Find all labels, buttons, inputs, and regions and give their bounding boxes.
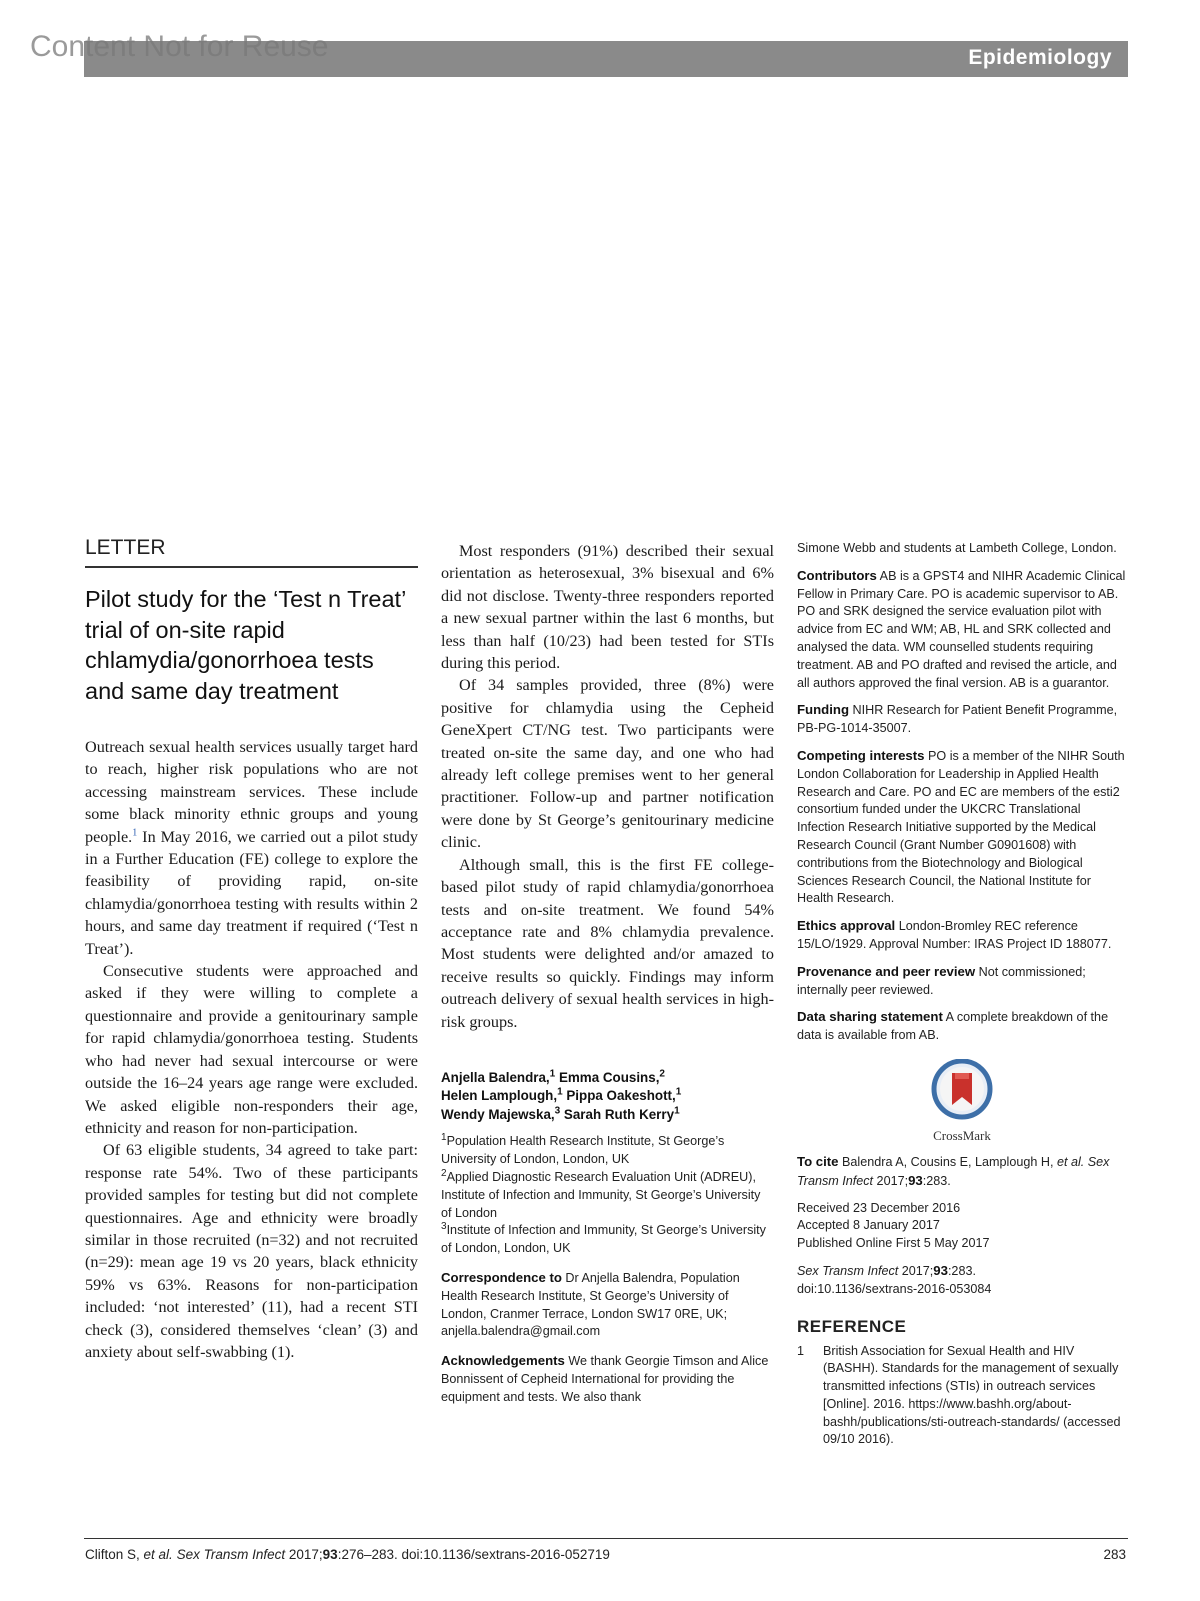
footer-year: 2017; <box>285 1547 323 1562</box>
crossmark-icon <box>929 1059 995 1123</box>
accepted-date: Accepted 8 January 2017 <box>797 1218 940 1233</box>
article-type: LETTER <box>85 536 166 559</box>
author-name: Helen Lamplough, <box>441 1088 558 1104</box>
ethics-approval <box>797 917 1127 954</box>
footer-journal: Sex Transm Infect <box>172 1547 286 1562</box>
correspondence-label: Correspondence to <box>441 1270 562 1286</box>
affiliation-text: Population Health Research Institute, St George’s University of London, London, UK <box>441 1134 725 1167</box>
citation-year: 2017; <box>898 1263 934 1278</box>
footer-authors: Clifton S, <box>85 1547 144 1562</box>
acknowledgements-continued: Simone Webb and students at Lambeth College, London. <box>797 541 1117 555</box>
affiliation <box>441 1133 774 1169</box>
acknowledgements <box>441 1352 774 1406</box>
citation-line <box>797 1262 1127 1281</box>
affiliation <box>441 1222 774 1258</box>
reference-link[interactable]: 1 <box>132 827 138 839</box>
affiliation-number: 3 <box>441 1221 447 1233</box>
paragraph: Consecutive students were approached and asked if they were willing to complete a questionnaire and provide a genitourinary sample for rapid chlamydia/gonorrhoea testing. Students who had never had sexual intercourse or were outside the 16–24 years age range were excluded. We asked eligible non-responders their age, ethnicity and reason for non-participation. <box>85 962 418 1137</box>
author-name: Pippa Oakeshott, <box>566 1088 676 1104</box>
page-number: 283 <box>1103 1547 1126 1562</box>
ethics-approval-label: Ethics approval <box>797 918 896 934</box>
footer-citation <box>85 1547 610 1562</box>
to-cite-text: Balendra A, Cousins E, Lamplough H, <box>838 1154 1057 1169</box>
reference-number: 1 <box>797 1343 805 1358</box>
paragraph <box>85 736 418 960</box>
paragraph-text: In May 2016, we carried out a pilot study in a Further Education (FE) college to explore the feasibility of providing rapid, on-site chlamydia/gonorrhoea testing with results within 2 hours, and same day treatment if required (‘Test n Treat’). <box>85 827 418 958</box>
paragraph: Of 63 eligible students, 34 agreed to take part: response rate 54%. Two of these participants provided samples for testing but did not complete questionnaires. Age and ethnicity were broadly similar in those recruited (n=32) and not recruited (n=29): mean age 19 vs 20 years, black ethnicity 59% vs 63%. Reasons for non-participation included: ‘not interested’ (11), had a recent STI check (3), considered themselves ‘clean’ (3) and anxiety about self-swabbing (1). <box>85 1141 418 1361</box>
paragraph: Of 34 samples provided, three (8%) were positive for chlamydia using the Cepheid GeneXpert CT/NG test. Two participants were treated on-site the same day, and one who had already left college premises went to her general practitioner. Follow-up and partner notification were done by St George’s genitourinary medicine clinic. <box>441 676 774 852</box>
author-affiliation: 3 <box>554 1105 561 1117</box>
author-list <box>441 1069 774 1125</box>
author-affiliation: 1 <box>674 1105 680 1117</box>
to-cite-etal: et al. <box>1056 1154 1085 1169</box>
article-type-rule <box>85 566 418 568</box>
to-cite-pages: :283. <box>922 1173 951 1188</box>
footer-doi: :276–283. doi:10.1136/sextrans-2016-052719 <box>337 1547 610 1562</box>
competing-interests-text: PO is a member of the NIHR South London Collaboration for Leadership in Applied Health Research and Care. PO and EC are members of the esti2 consortium funded under the UKCRC Translational Infection Research Initiative supported by the Medical Research Council (Grant Number G0901608) with contributions from the Biotechnology and Biological Sciences Research Council, the National Institute for Health Research. <box>797 748 1125 906</box>
data-sharing-text: A complete breakdown of the data is available from AB. <box>797 1010 1109 1043</box>
article-title: Pilot study for the ‘Test n Treat’ trial of on-site rapid chlamydia/gonorrhoea tests and same day treatment <box>85 586 406 704</box>
correspondence-text: Dr Anjella Balendra, Population Health Research Institute, St George’s University of London, Cranmer Terrace, London SW17 0RE, UK; anjella.balendra@gmail.com <box>441 1271 740 1339</box>
column-3 <box>797 540 1127 1449</box>
paragraph: Although small, this is the first FE college-based pilot study of rapid chlamydia/gonorrhoea tests and on-site treatment. We found 54% acceptance rate and 8% chlamydia prevalence. Most students were delighted and/or amazed to receive results so quickly. Findings may inform outreach delivery of sexual health services in high-risk groups. <box>441 855 774 1031</box>
citation-journal: Sex Transm Infect <box>797 1263 899 1278</box>
published-date: Published Online First 5 May 2017 <box>797 1236 990 1251</box>
citation-pages: :283. <box>947 1263 976 1278</box>
affiliation-list <box>441 1133 774 1258</box>
reference-item <box>797 1343 1127 1450</box>
section-label: Epidemiology <box>968 46 1112 69</box>
data-sharing-label: Data sharing statement <box>797 1009 943 1025</box>
author-name: Emma Cousins, <box>558 1069 660 1085</box>
author-name: Wendy Majewska, <box>441 1106 555 1122</box>
funding-text: NIHR Research for Patient Benefit Programme, PB-PG-1014-35007. <box>797 703 1118 736</box>
to-cite <box>797 1153 1127 1191</box>
body-text-col1 <box>85 736 418 1363</box>
provenance <box>797 963 1127 1000</box>
crossmark-label: CrossMark <box>933 1127 991 1143</box>
author-line <box>441 1106 774 1125</box>
correspondence <box>441 1269 774 1341</box>
author-name: Anjella Balendra, <box>441 1069 550 1085</box>
provenance-label: Provenance and peer review <box>797 963 976 979</box>
column-1 <box>85 536 418 1363</box>
author-line <box>441 1087 774 1106</box>
contributors-text: AB is a GPST4 and NIHR Academic Clinical Fellow in Primary Care. PO is academic supervisor to AB. PO and SRK designed the service evaluation pilot with advice from EC and WM; AB, HL and SRK collected and analysed the data. WM counselled students requiring treatment. AB and PO drafted and revised the article, and all authors approved the final version. AB is a guarantor. <box>797 568 1126 690</box>
article-doi[interactable]: doi:10.1136/sextrans-2016-053084 <box>797 1281 992 1296</box>
author-affiliation: 1 <box>557 1086 563 1098</box>
author-affiliation: 2 <box>659 1068 665 1080</box>
footer-etal: et al. <box>143 1547 173 1562</box>
affiliation-number: 1 <box>441 1132 447 1144</box>
to-cite-label: To cite <box>797 1153 839 1169</box>
author-line <box>441 1069 774 1088</box>
citation-meta <box>797 1262 1127 1299</box>
to-cite-year: 2017; <box>873 1173 909 1188</box>
watermark: Content Not for Reuse <box>30 30 329 63</box>
body-text-col2 <box>441 540 774 1033</box>
competing-interests <box>797 747 1127 908</box>
paragraph: Most responders (91%) described their sexual orientation as heterosexual, 3% bisexual and 6% did not disclose. Twenty-three responders reported a new sexual partner within the last 6 months, but less than half (10/23) had been tested for STIs during this period. <box>441 542 774 673</box>
author-affiliation: 1 <box>675 1086 682 1098</box>
to-cite-journal: Sex Transm Infect <box>797 1154 1110 1188</box>
acknowledgements-label: Acknowledgements <box>441 1353 565 1369</box>
article-dates <box>797 1200 1127 1253</box>
contributors-label: Contributors <box>797 567 877 583</box>
funding-label: Funding <box>797 702 849 718</box>
received-date: Received 23 December 2016 <box>797 1200 961 1215</box>
contributors <box>797 567 1127 693</box>
funding <box>797 701 1127 738</box>
ethics-approval-text: London-Bromley REC reference 15/LO/1929. Approval Number: IRAS Project ID 188077. <box>797 919 1112 951</box>
affiliation <box>441 1169 774 1222</box>
data-sharing <box>797 1008 1127 1045</box>
footer-volume: 93 <box>322 1547 338 1562</box>
crossmark-badge[interactable] <box>862 1059 1062 1144</box>
acknowledgements-text: We thank Georgie Timson and Alice Bonnissent of Cepheid International for providing the equipment and tests. We also thank <box>441 1354 769 1404</box>
provenance-text: Not commissioned; internally peer reviewed. <box>797 964 1086 997</box>
author-affiliation: 1 <box>549 1068 556 1080</box>
affiliation-text: Applied Diagnostic Research Evaluation Unit (ADREU), Institute of Infection and Immunity, St George’s University of London <box>441 1170 761 1220</box>
citation-volume: 93 <box>933 1262 948 1278</box>
footer-rule <box>84 1538 1128 1539</box>
column-2 <box>441 540 774 1407</box>
author-name: Sarah Ruth Kerry <box>563 1106 675 1122</box>
reference-text[interactable]: British Association for Sexual Health and HIV (BASHH). Standards for the management of sexually transmitted infections (STIs) in outreach services [Online]. 2016. https://www.bashh.org/about-bashh/publications/sti-outreach-standards/ (accessed 09/10 2016). <box>823 1343 1121 1447</box>
to-cite-volume: 93 <box>908 1172 923 1188</box>
paragraph-text: Outreach sexual health services usually target hard to reach, higher risk populations who are not accessing mainstream services. These include some black minority ethnic groups and young people. <box>85 738 418 846</box>
competing-interests-label: Competing interests <box>797 747 925 763</box>
affiliation-text: Institute of Infection and Immunity, St George’s University of London, London, UK <box>441 1223 766 1256</box>
affiliation-number: 2 <box>441 1167 447 1179</box>
reference-heading: REFERENCE <box>797 1316 907 1336</box>
